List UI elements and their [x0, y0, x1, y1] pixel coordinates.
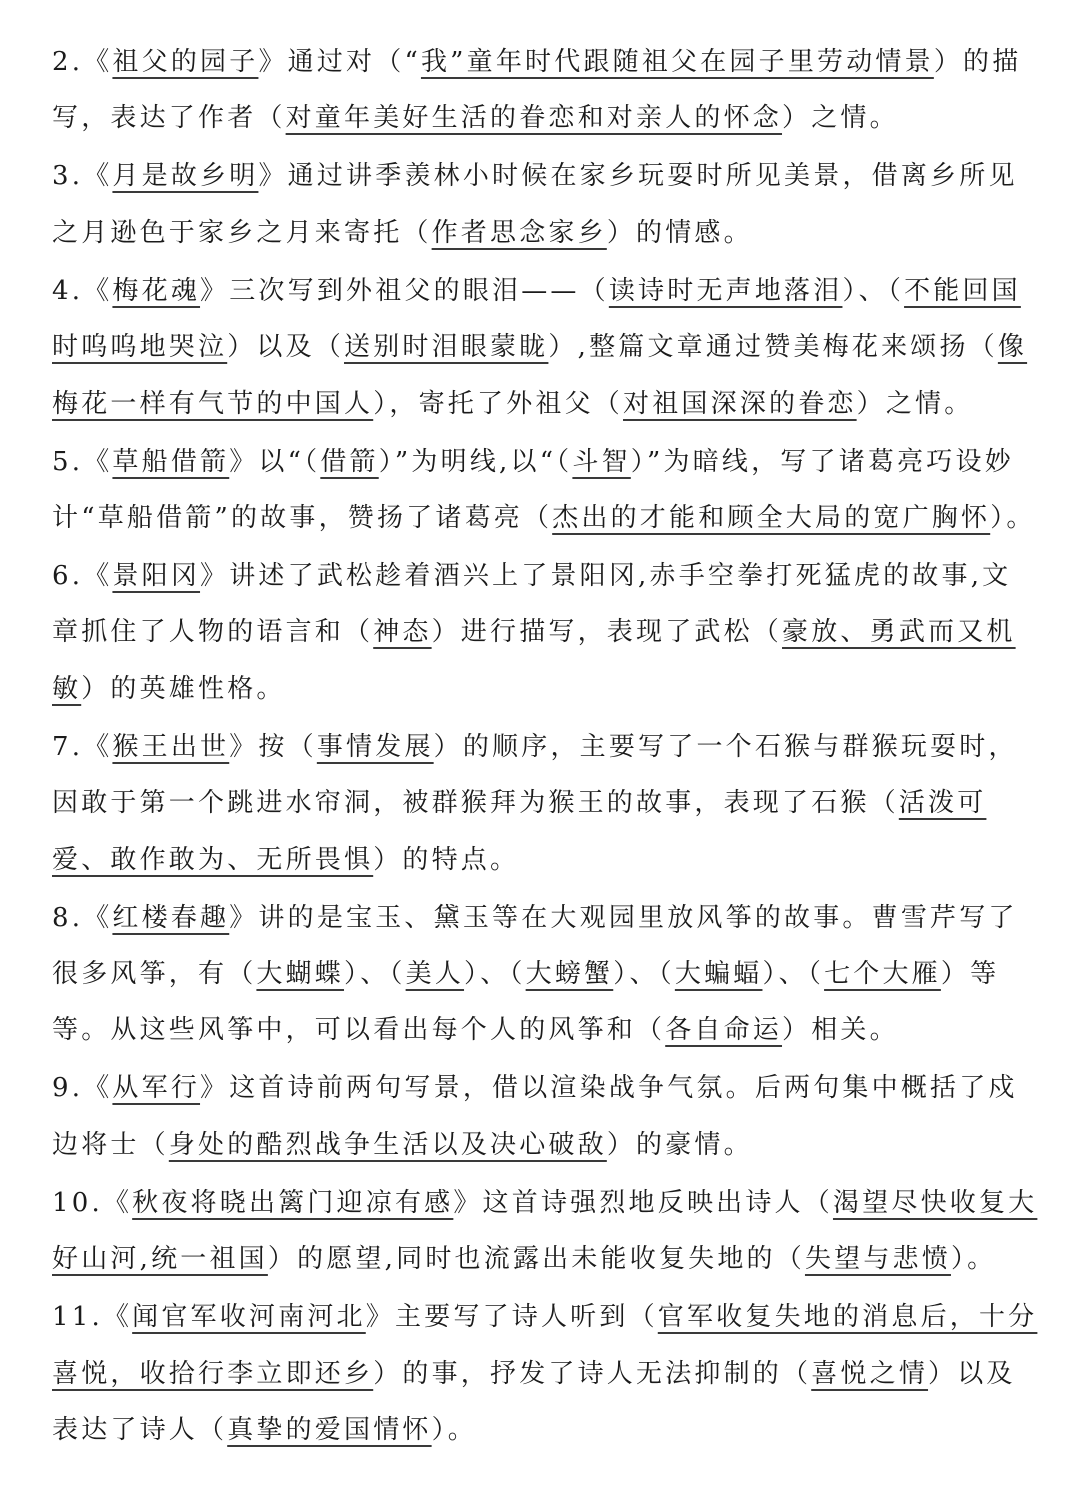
- underlined-answer: 梅花魂: [112, 275, 201, 306]
- text-segment: ）之情。: [782, 103, 899, 134]
- text-segment: ）的英雄性格。: [81, 673, 286, 704]
- text-segment: 》通过对（“: [258, 47, 421, 77]
- underlined-answer: 事情发展: [316, 731, 434, 762]
- list-item: [52, 434, 1040, 547]
- underlined-answer: 美人: [405, 959, 465, 990]
- list-item: [52, 1175, 1040, 1288]
- list-item: [52, 548, 1040, 717]
- list-item: [52, 148, 1040, 261]
- text-segment: 《: [83, 561, 113, 592]
- underlined-answer: 神态: [373, 617, 432, 648]
- underlined-answer: 官军收复失地的消息后，十分喜悦，收拾行李立即还乡: [52, 1302, 1038, 1389]
- underlined-answer: 豪放、勇武而又机敏: [52, 617, 1016, 704]
- item-number: 7.: [52, 731, 84, 762]
- underlined-answer: 我”童年时代跟随祖父在园子里劳动情景: [420, 47, 934, 77]
- text-segment: 》以“（: [229, 446, 321, 477]
- underlined-answer: 秋夜将晓出篱门迎凉有感: [132, 1187, 454, 1218]
- underlined-answer: 月是故乡明: [112, 161, 259, 192]
- item-number: 8.: [52, 902, 84, 933]
- underlined-answer: 读诗时无声地落泪: [608, 275, 843, 306]
- text-segment: ）相关。: [782, 1015, 899, 1046]
- underlined-answer: 送别时泪眼蒙眬: [344, 332, 549, 363]
- list-item: [52, 890, 1040, 1059]
- text-segment: ）,整篇文章通过赞美梅花来颂扬（: [548, 332, 998, 363]
- item-list: [52, 34, 1040, 1459]
- text-segment: ）。: [950, 1244, 997, 1275]
- text-segment: 》按（: [229, 731, 317, 762]
- underlined-answer: 对祖国深深的眷恋: [623, 388, 857, 419]
- text-segment: ）、（: [344, 959, 406, 990]
- list-item: [52, 263, 1040, 432]
- underlined-answer: 各自命运: [665, 1015, 783, 1046]
- underlined-answer: 对童年美好生活的眷恋和对亲人的怀念: [285, 103, 783, 134]
- underlined-answer: 杰出的才能和顾全大局的宽广胸怀: [552, 503, 991, 534]
- text-segment: 《: [83, 161, 113, 192]
- text-segment: ）的特点。: [373, 844, 520, 875]
- item-number: 5.: [52, 446, 84, 477]
- underlined-answer: 景阳冈: [112, 561, 201, 592]
- text-segment: ）等等。从这些风筝中，可以看出每个人的风筝和（: [52, 959, 1000, 1046]
- text-segment: ）的顺序，主要写了一个石猴与群猴玩耍时，因敢于第一个跳进水帘洞，被群猴拜为猴王的故事，表现了石猴（: [52, 731, 1018, 819]
- text-segment: ）以及（: [227, 332, 345, 363]
- list-item: [52, 1289, 1040, 1458]
- list-item: [52, 34, 1040, 147]
- text-segment: ）。: [990, 503, 1036, 534]
- text-segment: 》讲述了武松趁着酒兴上了景阳冈,赤手空拳打死猛虎的故事,文章抓住了人物的语言和（: [52, 561, 1012, 648]
- text-segment: 《: [83, 446, 113, 477]
- text-segment: 《: [83, 731, 113, 762]
- text-segment: ）、（: [842, 275, 905, 306]
- underlined-answer: 大蝙蝠: [674, 959, 763, 990]
- text-segment: ）的豪情。: [606, 1129, 753, 1160]
- underlined-answer: 活泼可爱、敢作敢为、无所畏惧: [52, 788, 987, 875]
- underlined-answer: 大螃蟹: [525, 959, 614, 990]
- text-segment: 》主要写了诗人听到（: [365, 1302, 658, 1333]
- text-segment: ）的描写，表达了作者（: [52, 47, 1022, 134]
- text-segment: ）以及表达了诗人（: [52, 1358, 1016, 1446]
- underlined-answer: 斗智: [572, 446, 631, 477]
- list-item: [52, 719, 1040, 888]
- item-number: 3.: [52, 161, 84, 192]
- text-segment: ）、（: [464, 959, 526, 990]
- underlined-answer: 七个大雁: [824, 959, 941, 990]
- underlined-answer: 红楼春趣: [112, 902, 230, 933]
- text-segment: 》这首诗强烈地反映出诗人（: [453, 1187, 833, 1218]
- text-segment: ）”为明线,以“（: [378, 446, 573, 477]
- text-segment: 《: [83, 275, 113, 306]
- text-segment: 《: [83, 1073, 113, 1104]
- text-segment: ）”为暗线，写了诸葛亮巧设妙计“草船借箭”的故事，赞扬了诸葛亮（: [52, 446, 1014, 534]
- text-segment: ）。: [431, 1415, 478, 1446]
- underlined-answer: 渴望尽快收复大好山河,统一祖国: [52, 1187, 1038, 1275]
- text-segment: 》讲的是宝玉、黛玉等在大观园里放风筝的故事。曹雪芹写了很多风筝，有（: [52, 902, 1018, 990]
- text-segment: ），寄托了外祖父（: [373, 388, 624, 419]
- underlined-answer: 从军行: [112, 1073, 201, 1104]
- underlined-answer: 像梅花一样有气节的中国人: [52, 332, 1028, 419]
- underlined-answer: 失望与悲愤: [804, 1244, 951, 1275]
- item-number: 9.: [52, 1073, 84, 1104]
- item-number: 2.: [52, 47, 84, 77]
- text-segment: 《: [102, 1302, 133, 1333]
- underlined-answer: 不能回国时呜呜地哭泣: [52, 275, 1021, 363]
- text-segment: ）、（: [762, 959, 825, 990]
- text-segment: 》三次写到外祖父的眼泪——（: [200, 275, 609, 306]
- text-segment: 《: [83, 47, 113, 77]
- text-segment: ）的愿望,同时也流露出未能收复失地的（: [267, 1244, 805, 1275]
- item-number: 11.: [52, 1302, 103, 1333]
- text-segment: ）、（: [613, 959, 675, 990]
- underlined-answer: 真挚的爱国情怀: [227, 1415, 432, 1446]
- underlined-answer: 喜悦之情: [811, 1358, 929, 1389]
- underlined-answer: 借箭: [320, 446, 379, 477]
- text-segment: 《: [83, 902, 113, 933]
- text-segment: ）进行描写，表现了武松（: [431, 617, 783, 648]
- underlined-answer: 大蝴蝶: [256, 959, 345, 990]
- text-segment: ）的情感。: [606, 217, 753, 248]
- underlined-answer: 闻官军收河南河北: [132, 1302, 366, 1333]
- text-segment: 》这首诗前两句写景，借以渲染战争气氛。后两句集中概括了戍边将士（: [52, 1073, 1018, 1160]
- item-number: 6.: [52, 561, 84, 592]
- underlined-answer: 祖父的园子: [112, 47, 259, 77]
- underlined-answer: 猴王出世: [112, 731, 230, 762]
- underlined-answer: 作者思念家乡: [431, 217, 607, 248]
- text-segment: 《: [102, 1187, 133, 1218]
- underlined-answer: 身处的酷烈战争生活以及决心破敌: [168, 1129, 607, 1160]
- text-segment: ）之情。: [856, 388, 974, 419]
- text-segment: 》通过讲季羡林小时候在家乡玩耍时所见美景，借离乡所见之月逊色于家乡之月来寄托（: [52, 161, 1018, 248]
- underlined-answer: 草船借箭: [112, 446, 230, 477]
- list-item: [52, 1060, 1040, 1173]
- item-number: 4.: [52, 275, 84, 306]
- text-segment: ）的事，抒发了诗人无法抑制的（: [373, 1358, 812, 1389]
- item-number: 10.: [52, 1187, 103, 1218]
